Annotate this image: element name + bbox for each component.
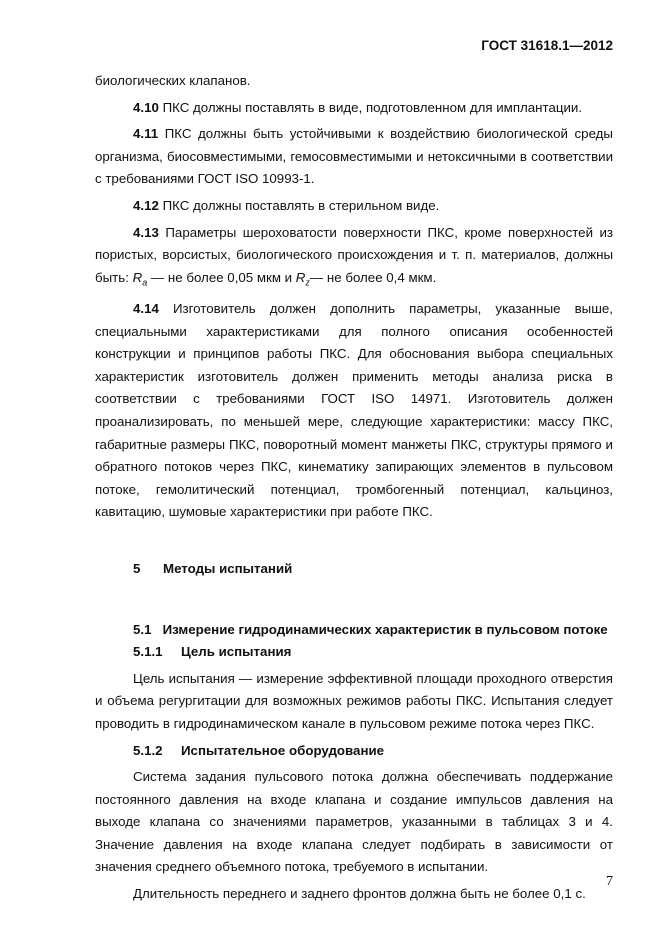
rz-subscript: z [305,277,310,288]
page-body [95,70,613,906]
clause-text: ПКС должны поставлять в стерильном виде. [162,197,440,213]
ra-limit: — не более 0,05 мкм и [147,269,296,285]
paragraph-5-1-2-a: Система задания пульсового потока должна обеспечивать поддержание постоянного давления на входе клапана и создание импульсов давления на выходе клапана со значениями параметров, указанными в таблицах 3 и 4. Значение давления на входе клапана следует подбирать в зависимости от значения среднего объемного потока, требуемого в испытании. [95,769,613,875]
clause-text: Изготовитель должен дополнить параметры, указанные выше, специальными характеристиками для полного описания особенностей конструкции и принципов работы ПКС. Для обоснования выбора специальных характеристик изготовитель должен применить методы анализа риска в соответствии с требованиями ГОСТ ISO 14971. Изготовитель должен проанализировать, по меньшей мере, следующие характеристики: массу ПКС, габаритные размеры ПКС, поворотный момент манжеты ПКС, структуры прямого и обратного потоков через ПКС, кинематику запирающих элементов в пульсовом потоке, гемолитический потенциал, тромбогенный потенциал, кальциноз, кавитацию, шумовые характеристики при работе ПКС. [95,301,613,520]
clause-4-12 [95,195,613,218]
clause-number: 4.10 [133,99,159,115]
clause-text: ПКС должны быть устойчивыми к воздействию биологической среды организма, биосовместимыми, гемосовместимыми и нетоксичными в соответствии с требованиями ГОСТ ISO 10993-1. [95,126,613,187]
subsection-5-1-2-heading [95,740,613,763]
clause-4-14 [95,298,613,524]
subsection-number: 5.1.1 [133,644,163,660]
document-header: ГОСТ 31618.1—2012 [481,38,613,53]
rz-symbol: R [295,269,306,285]
subsection-title: Цель испытания [181,644,292,660]
clause-number: 4.12 [133,197,159,213]
subsection-number: 5.1.2 [133,742,163,758]
clause-number: 4.11 [133,126,159,142]
subsection-title: Испытательное оборудование [181,742,385,758]
subsection-5-1-heading [95,619,613,642]
clause-text: ПКС должны поставлять в виде, подготовленном для имплантации. [162,99,583,115]
clause-4-11 [95,123,613,191]
page-number: 7 [606,874,613,889]
clause-4-13 [95,222,613,294]
ra-subscript: a [142,277,148,288]
subsection-5-1-1-heading [95,641,613,664]
section-5-heading [95,558,613,581]
clause-number: 4.13 [133,224,159,240]
paragraph-5-1-1: Цель испытания — измерение эффективной площади проходного отверстия и объема регургитации для возможных режимов работы ПКС. Испытания следует проводить в гидродинамическом канале в пульсовом режиме потока через ПКС. [95,670,613,731]
ra-symbol: R [132,269,143,285]
paragraph-5-1-2-b: Длительность переднего и заднего фронтов должна быть не более 0,1 с. [133,886,586,902]
clause-4-10 [95,97,613,120]
section-number: 5 [133,560,141,576]
section-title: Методы испытаний [163,560,293,576]
paragraph-continuation: биологических клапанов. [95,73,251,88]
clause-text: Параметры шероховатости поверхности ПКС, кроме поверхностей из пористых, ворсистых, биологического происхождения и т. п. материалов, должны быть: [95,224,613,285]
rz-limit: — не более 0,4 мкм. [309,269,437,285]
subsection-title: Измерение гидродинамических характеристик в пульсовом потоке [162,621,608,637]
clause-number: 4.14 [133,301,159,316]
subsection-number: 5.1 [133,621,152,637]
